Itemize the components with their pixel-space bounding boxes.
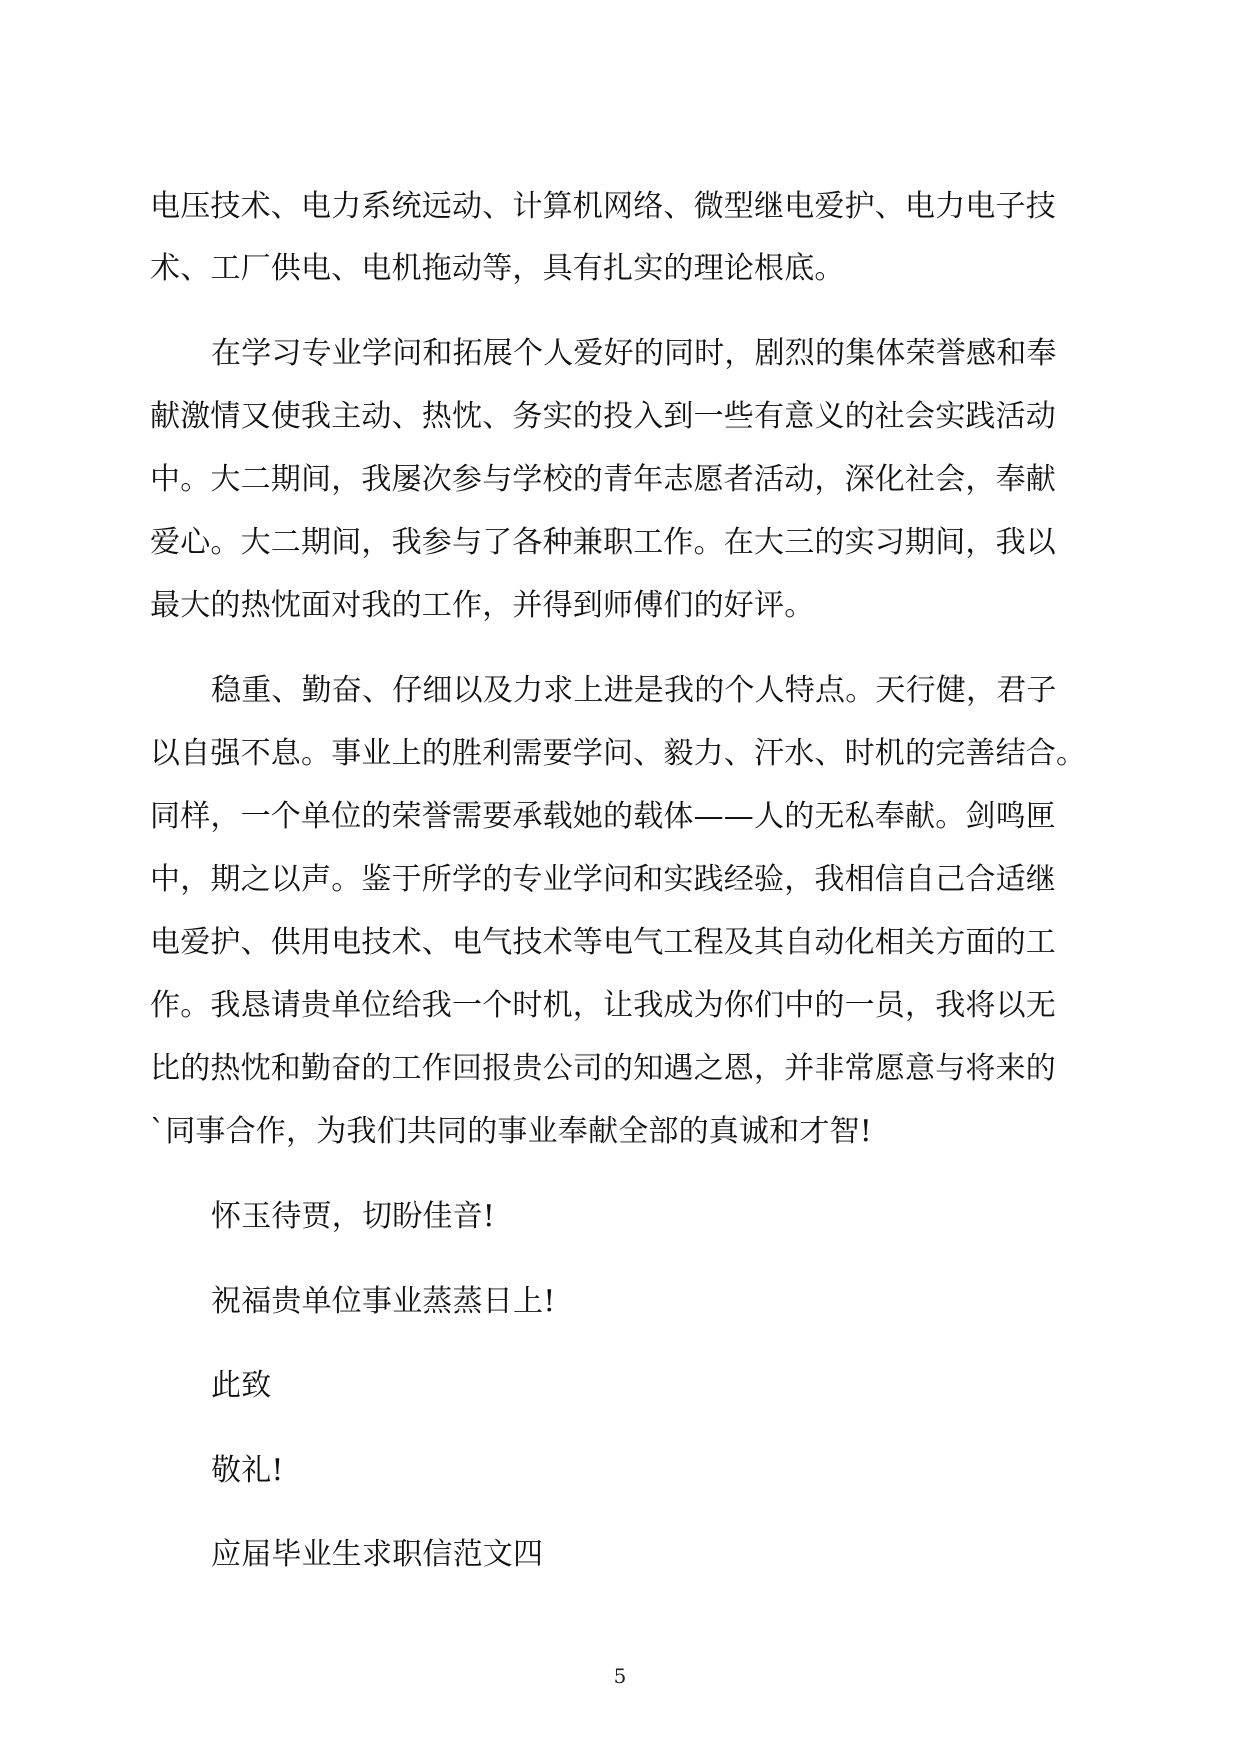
paragraph-2-line-4: 爱心。大二期间，我参与了各种兼职工作。在大三的实习期间，我以 xyxy=(150,525,1056,560)
paragraph-3-line-3: 同样，一个单位的荣誉需要承载她的载体——人的无私奉献。剑鸣匣 xyxy=(150,799,1056,834)
paragraph-3-line-8: `同事合作，为我们共同的事业奉献全部的真诚和才智! xyxy=(150,1114,873,1149)
paragraph-2-line-3: 中。大二期间，我屡次参与学校的青年志愿者活动，深化社会，奉献 xyxy=(150,462,1056,497)
closing-line-hope: 怀玉待贾，切盼佳音! xyxy=(211,1199,496,1234)
paragraph-3-line-7: 比的热忱和勤奋的工作回报贵公司的知遇之恩，并非常愿意与将来的 xyxy=(150,1051,1056,1086)
closing-line-wishes: 祝福贵单位事业蒸蒸日上! xyxy=(211,1284,556,1319)
paragraph-3-line-1: 稳重、勤奋、仔细以及力求上进是我的个人特点。天行健，君子 xyxy=(211,673,1057,708)
paragraph-1-line-2: 术、工厂供电、电机拖动等，具有扎实的理论根底。 xyxy=(150,251,845,286)
section-title-sample-four: 应届毕业生求职信范文四 xyxy=(211,1537,544,1572)
paragraph-3-line-4: 中，期之以声。鉴于所学的专业学问和实践经验，我相信自己合适继 xyxy=(150,862,1056,897)
closing-line-salutation: 此致 xyxy=(211,1368,272,1403)
paragraph-3-line-5: 电爱护、供用电技术、电气技术等电气工程及其自动化相关方面的工 xyxy=(150,925,1056,960)
paragraph-3-line-6: 作。我恳请贵单位给我一个时机，让我成为你们中的一员，我将以无 xyxy=(150,988,1056,1023)
paragraph-2-line-2: 献激情又使我主动、热忱、务实的投入到一些有意义的社会实践活动 xyxy=(150,399,1056,434)
page-number: 5 xyxy=(613,1664,627,1688)
closing-line-regards: 敬礼! xyxy=(211,1453,284,1488)
paragraph-1-line-1: 电压技术、电力系统远动、计算机网络、微型继电爱护、电力电子技 xyxy=(150,189,1056,224)
paragraph-3-line-2: 以自强不息。事业上的胜利需要学问、毅力、汗水、时机的完善结合。 xyxy=(150,736,1087,771)
paragraph-2-line-5: 最大的热忱面对我的工作，并得到师傅们的好评。 xyxy=(150,588,815,623)
paragraph-2-line-1: 在学习专业学问和拓展个人爱好的同时，剧烈的集体荣誉感和奉 xyxy=(211,336,1057,371)
